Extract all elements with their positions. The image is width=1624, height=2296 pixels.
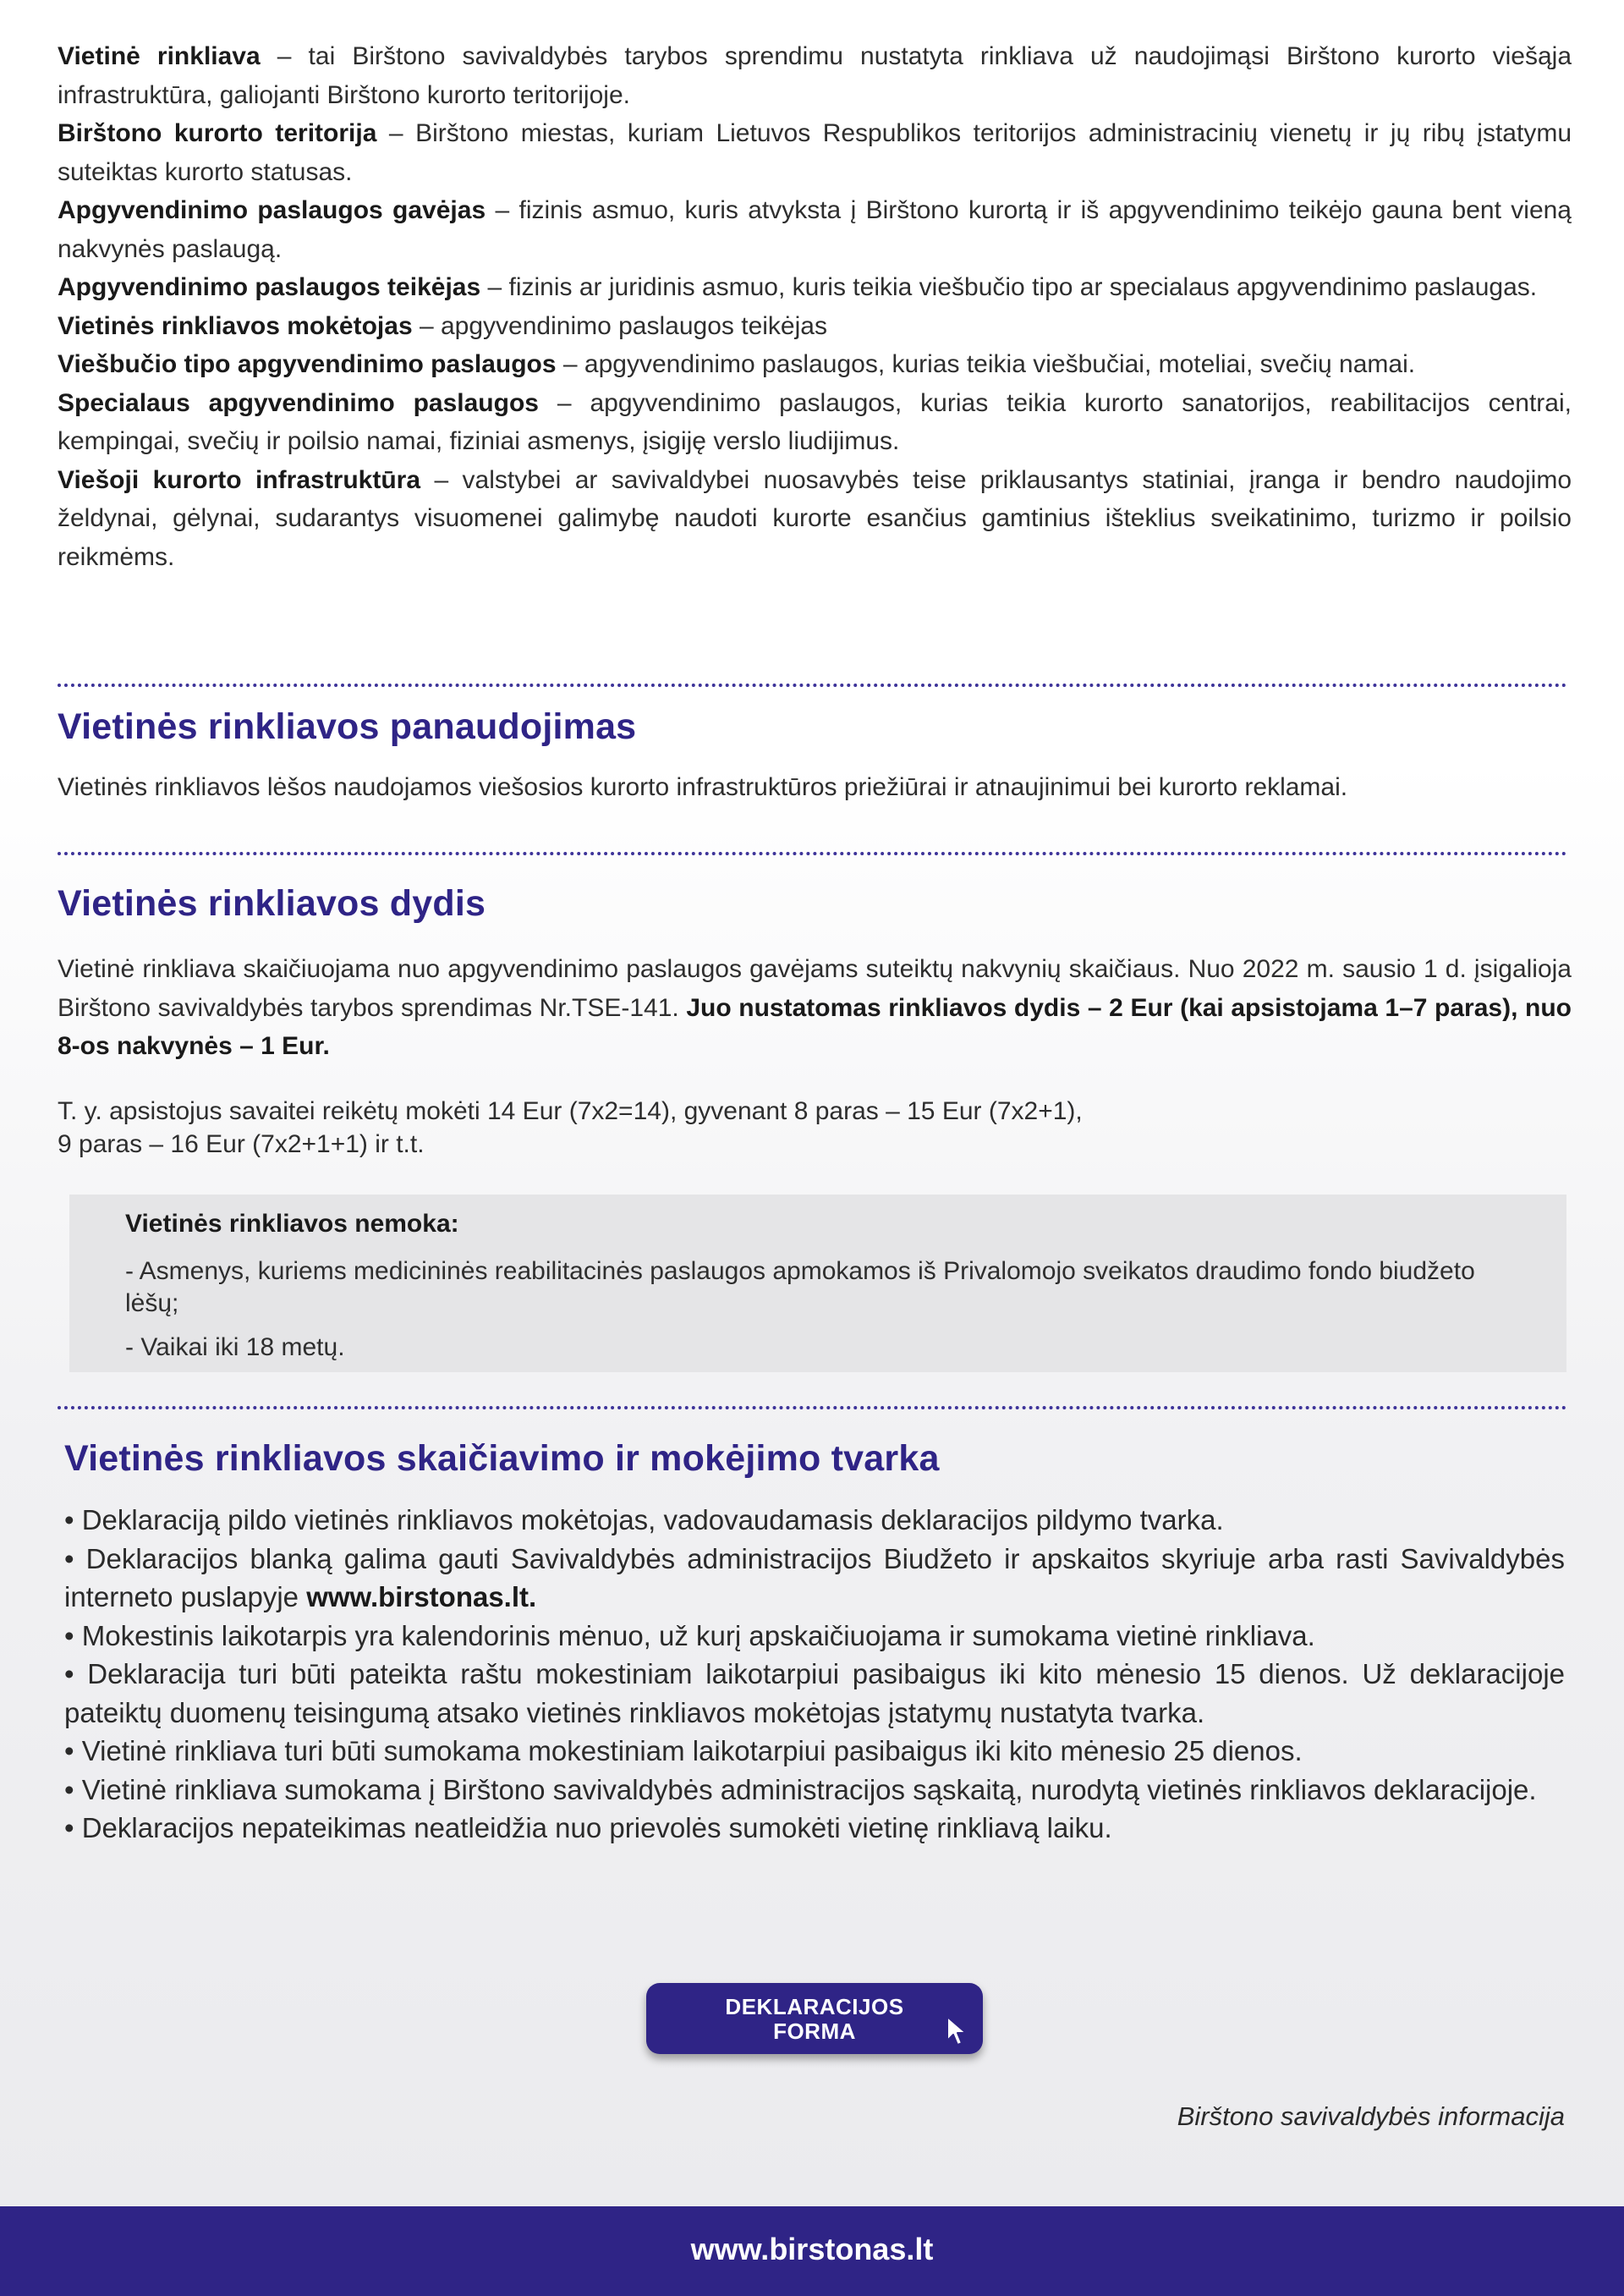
amount-example-line: T. y. apsistojus savaitei reikėtų mokėti 14 Eur (7x2=14), gyvenant 8 paras – 15 Eur (7x2+1), bbox=[58, 1097, 1083, 1125]
definition-text: – apgyvendinimo paslaugos, kurias teikia kurorto sanatorijos, reabilitacijos centrai, kempingai, svečių ir poilsio namai, fiziniai asmenys, įsigiję verslo liudijimus. bbox=[58, 388, 1572, 455]
bullet-item: • Deklaraciją pildo vietinės rinkliavos mokėtojas, vadovaudamasis deklaracijos pildymo tvarka. bbox=[64, 1504, 1224, 1535]
exemptions-box bbox=[69, 1195, 1566, 1372]
definition-text: – fizinis asmuo, kuris atvyksta į Birštono kurortą ir iš apgyvendinimo teikėjo gauna bent vieną nakvynės paslaugą. bbox=[58, 196, 1572, 263]
bullet-item: • Vietinė rinkliava turi būti sumokama mokestiniam laikotarpiui pasibaigus iki kito mėnesio 25 dienos. bbox=[64, 1735, 1303, 1766]
definition-term: Viešoji kurorto infrastruktūra bbox=[58, 465, 421, 494]
definition-text: – tai Birštono savivaldybės tarybos sprendimu nustatyta rinkliava už naudojimąsi Birštono kurorto viešąja infrastruktūra, galiojanti Birštono kurorto teritorijoje. bbox=[58, 42, 1572, 109]
footer-website-link[interactable]: www.birstonas.lt bbox=[690, 2232, 934, 2266]
bullet-item: • Deklaracija turi būti pateikta raštu mokestiniam laikotarpiui pasibaigus iki kito mėnesio 15 dienos. Už deklaracijoje pateiktų duomenų teisingumą atsako vietinės rinkliavos mokėtojas įstatymų nustatyta tvarka. bbox=[64, 1658, 1565, 1728]
exemptions-title: Vietinės rinkliavos nemoka: bbox=[125, 1210, 459, 1238]
definition-item bbox=[58, 384, 1572, 461]
definition-item bbox=[58, 345, 1572, 384]
definition-text: – apgyvendinimo paslaugos, kurias teikia viešbučiai, moteliai, svečių namai. bbox=[556, 350, 1416, 378]
definition-item bbox=[58, 307, 1572, 346]
definition-term: Apgyvendinimo paslaugos teikėjas bbox=[58, 273, 481, 301]
definition-term: Vietinė rinkliava bbox=[58, 42, 261, 70]
dotted-separator bbox=[58, 684, 1567, 687]
definition-item bbox=[58, 461, 1572, 577]
definition-text: – apgyvendinimo paslaugos teikėjas bbox=[412, 311, 827, 340]
declaration-form-button[interactable] bbox=[646, 1983, 983, 2054]
definition-term: Viešbučio tipo apgyvendinimo paslaugos bbox=[58, 350, 557, 378]
bullet-item bbox=[64, 1540, 1565, 1617]
bullet-item: • Vietinė rinkliava sumokama į Birštono savivaldybės administracijos sąskaitą, nurodytą vietinės rinkliavos deklaracijoje. bbox=[64, 1773, 1537, 1805]
amount-example-line: 9 paras – 16 Eur (7x2+1+1) ir t.t. bbox=[58, 1130, 425, 1158]
bullet-item: • Deklaracijos nepateikimas neatleidžia nuo prievolės sumokėti vietinę rinkliavą laiku. bbox=[64, 1812, 1112, 1843]
exemption-item: - Asmenys, kuriems medicininės reabilitacinės paslaugos apmokamos iš Privalomojo sveikatos draudimo fondo biudžeto lėšų; bbox=[125, 1257, 1475, 1317]
section-heading-usage: Vietinės rinkliavos panaudojimas bbox=[58, 706, 637, 747]
definition-item bbox=[58, 37, 1572, 114]
definition-term: Birštono kurorto teritorija bbox=[58, 119, 377, 147]
amount-text bbox=[58, 950, 1572, 1066]
footer-bar bbox=[0, 2206, 1624, 2296]
definition-text: – fizinis ar juridinis asmuo, kuris teikia viešbučio tipo ar specialaus apgyvendinimo paslaugas. bbox=[480, 273, 1538, 301]
definition-text: – valstybei ar savivaldybei nuosavybės teise priklausantys statiniai, įranga ir bendro naudojimo želdynai, gėlynai, sudarantys visuomenei galimybę naudoti kurorte esančius gamtinius išteklius sveikatinimo, turizmo ir poilsio reikmėms. bbox=[58, 465, 1572, 571]
definition-term: Apgyvendinimo paslaugos gavėjas bbox=[58, 196, 486, 224]
definition-term: Vietinės rinkliavos mokėtojas bbox=[58, 311, 413, 340]
definition-item bbox=[58, 268, 1572, 307]
payment-bullets bbox=[64, 1501, 1565, 1848]
definition-item bbox=[58, 191, 1572, 268]
exemption-item: - Vaikai iki 18 metų. bbox=[125, 1333, 345, 1361]
section-heading-payment: Vietinės rinkliavos skaičiavimo ir mokėjimo tvarka bbox=[64, 1438, 940, 1479]
dotted-separator bbox=[58, 852, 1567, 855]
amount-example bbox=[58, 1095, 1572, 1161]
definition-item bbox=[58, 114, 1572, 191]
website-link[interactable]: www.birstonas.lt. bbox=[306, 1581, 537, 1612]
section-heading-amount: Vietinės rinkliavos dydis bbox=[58, 883, 486, 924]
bullet-text: • Deklaracijos blanką galima gauti Savivaldybės administracijos Biudžeto ir apskaitos skyriuje arba rasti Savivaldybės interneto puslapyje bbox=[64, 1542, 1565, 1612]
definition-text: – Birštono miestas, kuriam Lietuvos Respublikos teritorijos administracinių vienetų ir jų ribų įstatymu suteiktas kurorto statusas. bbox=[58, 119, 1572, 186]
source-credit: Birštono savivaldybės informacija bbox=[1177, 2101, 1565, 2131]
amount-text-bold: Juo nustatomas rinkliavos dydis – 2 Eur (kai apsistojama 1–7 paras), nuo 8-os nakvynės – 1 Eur. bbox=[58, 993, 1572, 1060]
cursor-arrow-icon bbox=[944, 2015, 971, 2049]
definitions-list bbox=[58, 37, 1572, 576]
declaration-form-button-label: DEKLARACIJOS FORMA bbox=[725, 1994, 904, 2044]
usage-text: Vietinės rinkliavos lėšos naudojamos viešosios kurorto infrastruktūros priežiūrai ir atnaujinimui bei kurorto reklamai. bbox=[58, 773, 1348, 801]
bullet-item: • Mokestinis laikotarpis yra kalendorinis mėnuo, už kurį apskaičiuojama ir sumokama vietinė rinkliava. bbox=[64, 1619, 1315, 1651]
dotted-separator bbox=[58, 1406, 1567, 1409]
definition-term: Specialaus apgyvendinimo paslaugos bbox=[58, 388, 539, 417]
amount-text-regular: Vietinė rinkliava skaičiuojama nuo apgyvendinimo paslaugos gavėjams suteiktų nakvynių skaičiaus. Nuo 2022 m. sausio 1 d. įsigalioja Birštono savivaldybės tarybos sprendimas Nr.TSE-141. bbox=[58, 955, 1572, 1022]
